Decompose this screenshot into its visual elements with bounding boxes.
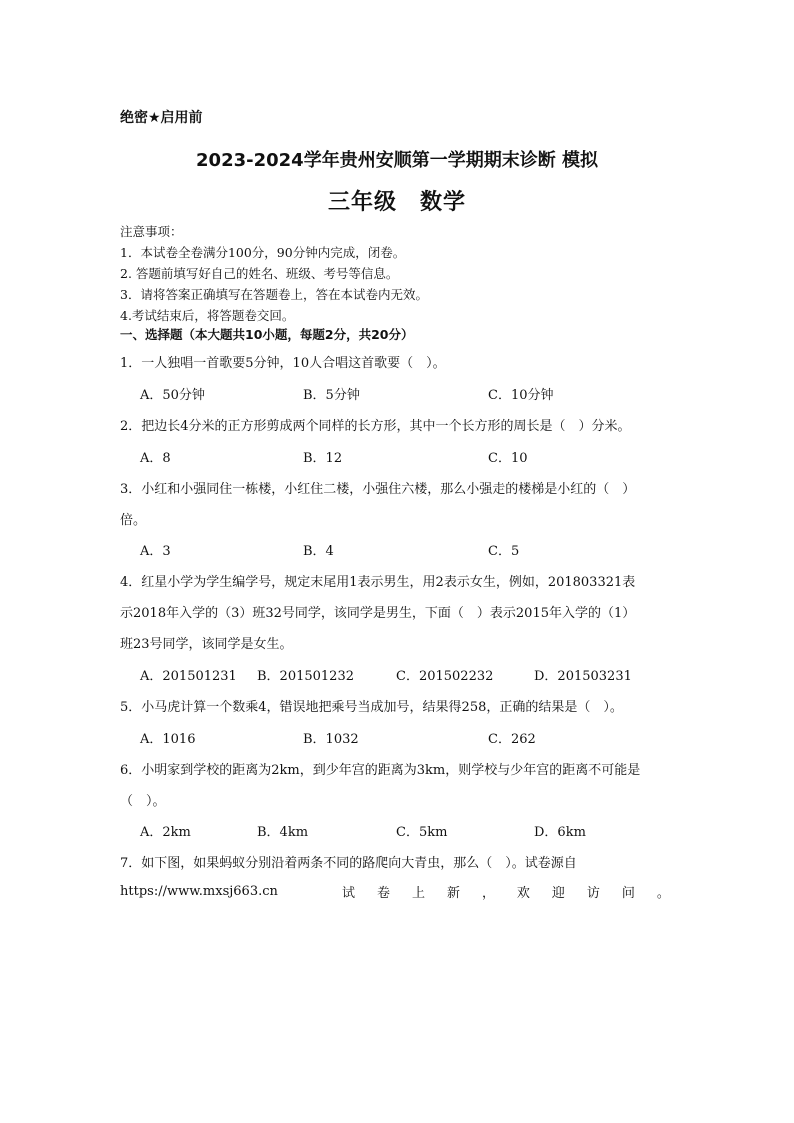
question-4-text-line-3: 班23号同学，该同学是女生。	[120, 637, 293, 652]
note-item: 3．请将答案正确填写在答题卷上，答在本试卷内无效。	[120, 287, 428, 302]
question-3-option-a: A．3	[140, 544, 171, 559]
notes-heading: 注意事项：	[120, 224, 183, 239]
question-3-text-line-1: 3．小红和小强同住一栋楼，小红住二楼，小强住六楼，那么小强走的楼梯是小红的（ ）	[120, 482, 636, 497]
question-6-option-d: D．6km	[534, 825, 586, 840]
question-6-text-line-2: （ ）。	[120, 794, 166, 809]
question-5-option-c: C．262	[488, 732, 536, 747]
question-6-option-b: B．4km	[257, 825, 309, 840]
question-1-option-b: B．5分钟	[303, 388, 360, 403]
note-item: 1．本试卷全卷满分100分，90分钟内完成，闭卷。	[120, 245, 406, 260]
footer-char: 上	[411, 886, 425, 901]
question-4-text-line-2: 示2018年入学的（3）班32号同学，该同学是男生，下面（ ）表示2015年入学的（1）	[120, 606, 636, 621]
question-6-text-line-1: 6．小明家到学校的距离为2km，到少年宫的距离为3km，则学校与少年宫的距离不可能是	[120, 763, 641, 778]
question-2-text: 2．把边长4分米的正方形剪成两个同样的长方形，其中一个长方形的周长是（ ）分米。	[120, 419, 631, 434]
question-6-option-c: C．5km	[396, 825, 448, 840]
question-4-option-a: A．201501231	[140, 669, 237, 684]
question-2-option-a: A．8	[140, 451, 171, 466]
footer-message	[342, 882, 670, 901]
question-4-option-c: C．201502232	[396, 669, 494, 684]
question-5-text: 5．小马虎计算一个数乘4，错误地把乘号当成加号，结果得258，正确的结果是（ ）。	[120, 700, 623, 715]
footer-char: 问	[621, 886, 635, 901]
question-5-option-a: A．1016	[140, 732, 196, 747]
exam-title: 2023-2024学年贵州安顺第一学期期末诊断 模拟	[196, 150, 598, 171]
question-4-text-line-1: 4．红星小学为学生编学号，规定末尾用1表示男生，用2表示女生，例如，201803321表	[120, 575, 636, 590]
note-item: 2. 答题前填写好自己的姓名、班级、考号等信息。	[120, 266, 399, 281]
footer-char: 迎	[551, 886, 565, 901]
question-2-option-b: B．12	[303, 451, 343, 466]
question-3-option-c: C．5	[488, 544, 520, 559]
question-3-text-line-2: 倍。	[120, 513, 147, 528]
footer-char: 。	[656, 886, 670, 901]
question-4-option-d: D．201503231	[534, 669, 632, 684]
footer-char: ，	[481, 886, 495, 901]
section-title: 一、选择题（本大题共10小题，每题2分，共20分）	[120, 327, 414, 342]
question-5-option-b: B．1032	[303, 732, 359, 747]
question-3-option-b: B．4	[303, 544, 334, 559]
question-7-text: 7．如下图，如果蚂蚁分别沿着两条不同的路爬向大青虫，那么（ ）。试卷源自	[120, 856, 577, 871]
exam-subtitle: 三年级 数学	[327, 190, 466, 215]
footer-char: 试	[342, 886, 356, 901]
question-1-option-a: A．50分钟	[140, 388, 205, 403]
secret-mark: 绝密★启用前	[120, 110, 203, 126]
question-1-text: 1．一人独唱一首歌要5分钟，10人合唱这首歌要（ ）。	[120, 356, 446, 371]
source-url[interactable]: https://www.mxsj663.cn	[120, 884, 278, 899]
note-item: 4.考试结束后，将答题卷交回。	[120, 308, 295, 323]
question-2-option-c: C．10	[488, 451, 528, 466]
question-4-option-b: B．201501232	[257, 669, 354, 684]
footer-char: 卷	[376, 886, 390, 901]
footer-char: 访	[586, 886, 600, 901]
footer-char: 新	[446, 886, 460, 901]
question-6-option-a: A．2km	[140, 825, 191, 840]
footer-char: 欢	[516, 886, 530, 901]
question-1-option-c: C．10分钟	[488, 388, 554, 403]
